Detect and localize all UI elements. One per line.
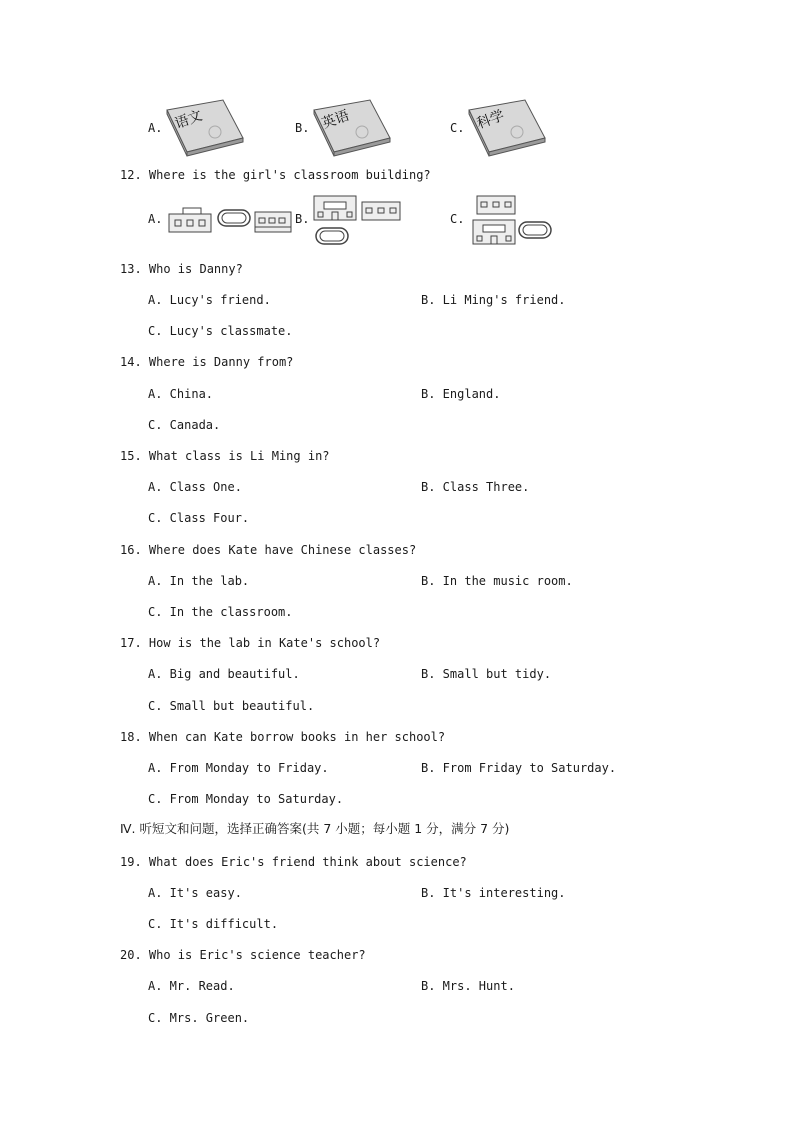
book-chinese-icon (163, 98, 245, 158)
q11-option-b-letter: B. (295, 121, 310, 135)
map-b-icon (310, 192, 405, 247)
q12-option-a-letter: A. (148, 212, 163, 226)
question-13: 13. Who is Danny? (120, 262, 243, 276)
q18-option-a: A. From Monday to Friday. (148, 761, 329, 775)
q18-option-b: B. From Friday to Saturday. (421, 761, 617, 775)
question-20: 20. Who is Eric's science teacher? (120, 948, 366, 962)
question-18: 18. When can Kate borrow books in her school? (120, 730, 446, 744)
q17-option-c: C. Small but beautiful. (148, 699, 315, 713)
question-15: 15. What class is Li Ming in? (120, 449, 330, 463)
q12-option-c-letter: C. (450, 212, 465, 226)
book-science-icon (465, 98, 547, 158)
q15-option-c: C. Class Four. (148, 511, 250, 525)
q18-option-c: C. From Monday to Saturday. (148, 792, 344, 806)
book-label-c: 科学 (474, 107, 507, 133)
q15-option-a: A. Class One. (148, 480, 242, 494)
q20-option-c: C. Mrs. Green. (148, 1011, 250, 1025)
q17-option-b: B. Small but tidy. (421, 667, 552, 681)
book-label-b: 英语 (319, 107, 352, 133)
section-4-heading: Ⅳ. 听短文和问题，选择正确答案(共 7 小题；每小题 1 分，满分 7 分) (120, 821, 510, 836)
q16-option-a: A. In the lab. (148, 574, 250, 588)
question-12: 12. Where is the girl's classroom building? (120, 168, 431, 182)
q15-option-b: B. Class Three. (421, 480, 530, 494)
question-19: 19. What does Eric's friend think about science? (120, 855, 467, 869)
q19-option-b: B. It's interesting. (421, 886, 566, 900)
q14-option-a: A. China. (148, 387, 214, 401)
q13-option-c: C. Lucy's classmate. (148, 324, 293, 338)
q20-option-b: B. Mrs. Hunt. (421, 979, 515, 993)
q14-option-c: C. Canada. (148, 418, 221, 432)
question-16: 16. Where does Kate have Chinese classes? (120, 543, 417, 557)
q20-option-a: A. Mr. Read. (148, 979, 235, 993)
q13-option-a: A. Lucy's friend. (148, 293, 271, 307)
q11-option-a-letter: A. (148, 121, 163, 135)
q14-option-b: B. England. (421, 387, 501, 401)
book-label-a: 语文 (172, 107, 205, 133)
q16-option-c: C. In the classroom. (148, 605, 293, 619)
q19-option-c: C. It's difficult. (148, 917, 279, 931)
q12-option-b-letter: B. (295, 212, 310, 226)
q13-option-b: B. Li Ming's friend. (421, 293, 566, 307)
q19-option-a: A. It's easy. (148, 886, 242, 900)
question-14: 14. Where is Danny from? (120, 355, 294, 369)
map-a-icon (163, 200, 293, 236)
q11-option-c-letter: C. (450, 121, 465, 135)
question-17: 17. How is the lab in Kate's school? (120, 636, 381, 650)
map-c-icon (465, 192, 555, 247)
q16-option-b: B. In the music room. (421, 574, 573, 588)
q17-option-a: A. Big and beautiful. (148, 667, 300, 681)
book-english-icon (310, 98, 392, 158)
